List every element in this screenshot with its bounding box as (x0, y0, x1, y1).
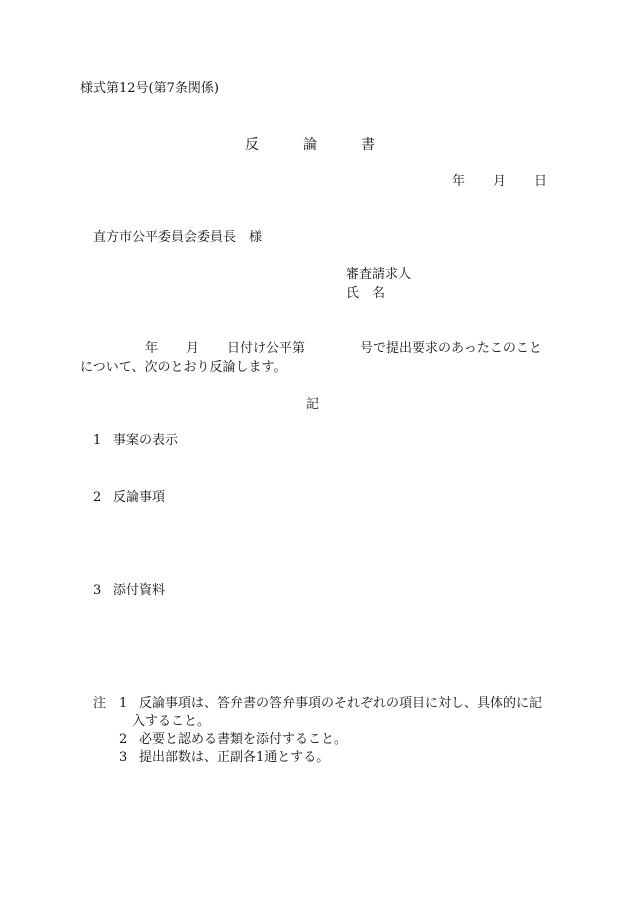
body-year-label: 年 (145, 341, 159, 356)
date-month-label: 月 (493, 174, 507, 189)
item-label: 反論事項 (113, 490, 166, 505)
item-label: 事案の表示 (113, 433, 179, 448)
body-date-text: 日付け公平第 (227, 341, 306, 356)
body-rest-line1: 号で提出要求のあったこのこと (360, 341, 542, 356)
item-number: 1 (93, 433, 102, 448)
title-char-3: 書 (361, 137, 375, 153)
note-text: 必要と認める書類を添付すること。 (139, 732, 348, 747)
note-number: 3 (119, 750, 128, 765)
date-year-label: 年 (452, 174, 466, 189)
body-line2: について、次のとおり反論します。 (80, 360, 287, 375)
addressee: 直方市公平委員会委員長 様 (93, 230, 263, 245)
note-text: 提出部数は、正副各1通とする。 (139, 750, 330, 765)
note-text: 反論事項は、答弁書の答弁事項のそれぞれの項目に対し、具体的に記 (139, 696, 543, 711)
form-number: 様式第12号(第7条関係) (80, 81, 219, 96)
item-number: 2 (93, 490, 102, 505)
requester-label: 審査請求人 (346, 267, 412, 282)
note-text-continued: 入すること。 (132, 714, 211, 729)
item-label: 添付資料 (113, 583, 166, 598)
notes-heading: 注 (93, 696, 107, 711)
title-char-1: 反 (245, 137, 259, 153)
item-number: 3 (93, 583, 102, 598)
date-day-label: 日 (534, 174, 548, 189)
body-month-label: 月 (186, 341, 200, 356)
title-char-2: 論 (303, 137, 317, 153)
note-number: 2 (119, 732, 128, 747)
note-number: 1 (119, 696, 128, 711)
requester-name-label: 氏 名 (346, 286, 386, 301)
ki-heading: 記 (306, 397, 320, 412)
